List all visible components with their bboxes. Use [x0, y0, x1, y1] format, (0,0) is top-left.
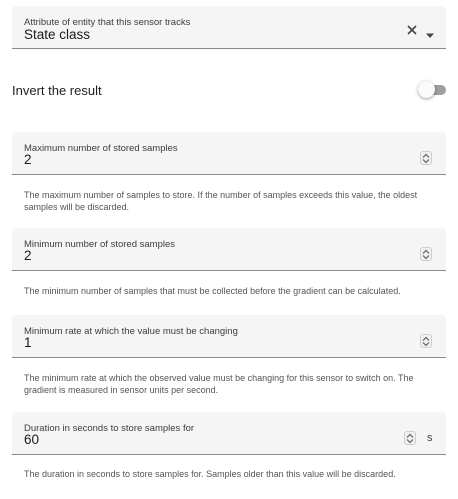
stepper-arrows-icon[interactable]: [420, 247, 432, 261]
min-samples-field[interactable]: [12, 228, 446, 271]
attribute-select[interactable]: [12, 6, 446, 49]
max-samples-label: Maximum number of stored samples: [24, 143, 178, 154]
max-samples-input[interactable]: 2: [24, 152, 32, 167]
caret-down-icon[interactable]: [425, 26, 435, 32]
min-rate-label: Minimum rate at which the value must be changing: [24, 326, 238, 337]
min-samples-helper: The minimum number of samples that must be collected before the gradient can be calculated.: [24, 286, 401, 296]
duration-unit-suffix: s: [427, 432, 433, 444]
max-samples-helper: The maximum number of samples to store. If the number of samples exceeds this value, the oldest samples will be discarded.: [24, 190, 418, 212]
attribute-select-value: State class: [24, 27, 91, 42]
duration-label: Duration in seconds to store samples for: [24, 423, 195, 434]
min-samples-input[interactable]: 2: [24, 248, 32, 263]
min-rate-helper: The minimum rate at which the observed value must be changing for this sensor to switch on. The gradient is measured in sensor units per second.: [24, 373, 414, 395]
min-rate-input[interactable]: 1: [24, 335, 32, 350]
close-icon[interactable]: [406, 23, 418, 35]
stepper-arrows-icon[interactable]: [404, 431, 416, 445]
attribute-select-label: Attribute of entity that this sensor tracks: [24, 17, 191, 28]
stepper-arrows-icon[interactable]: [420, 151, 432, 165]
invert-label: Invert the result: [12, 83, 102, 98]
invert-toggle-thumb[interactable]: [418, 81, 435, 98]
stepper-arrows-icon[interactable]: [420, 334, 432, 348]
min-rate-field[interactable]: [12, 315, 446, 358]
duration-helper: The duration in seconds to store samples for. Samples older than this value will be discarded.: [24, 469, 396, 479]
max-samples-field[interactable]: [12, 132, 446, 175]
duration-input[interactable]: 60: [24, 432, 40, 447]
duration-field[interactable]: [12, 412, 446, 455]
min-samples-label: Minimum number of stored samples: [24, 239, 175, 250]
